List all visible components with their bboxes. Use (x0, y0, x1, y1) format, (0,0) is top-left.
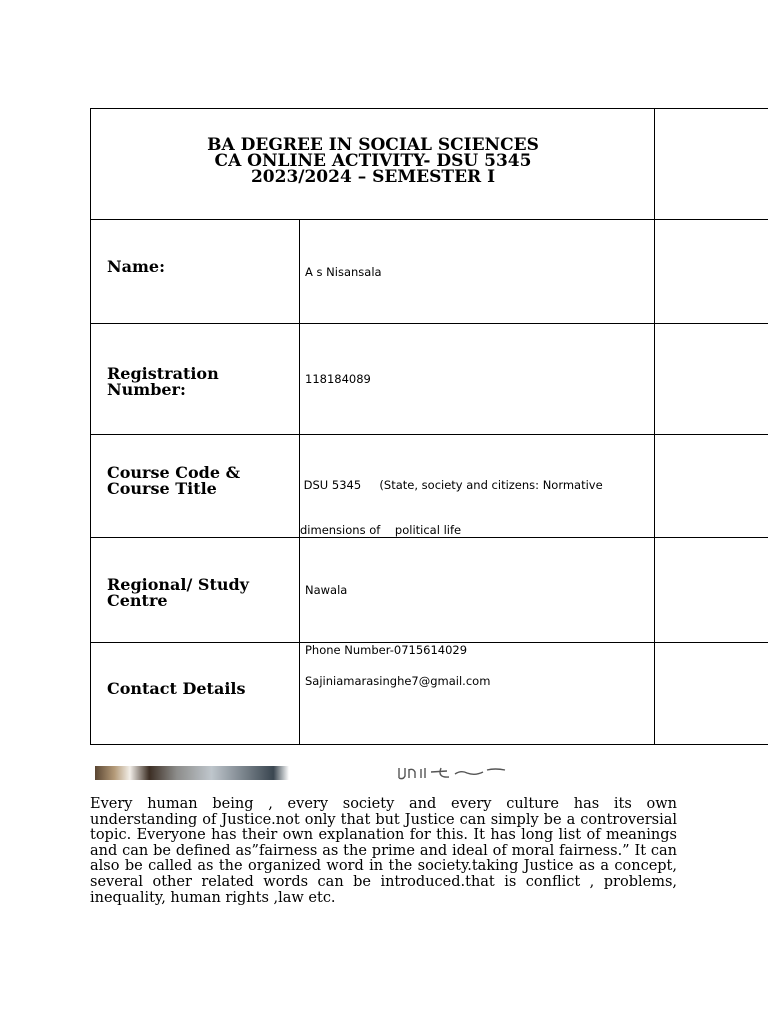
course-code-line: DSU 5345 (State, society and citizens: Normative (300, 478, 603, 492)
registration-number-label: Registration Number: (107, 364, 219, 399)
row-divider (91, 434, 768, 435)
photo-fragment (95, 766, 289, 780)
name-label: Name: (107, 257, 166, 276)
course-code-title-label: Course Code & Course Title (107, 463, 241, 498)
embedded-image-fragment (95, 766, 515, 780)
handwriting-fragment (395, 766, 515, 780)
title-activity: CA ONLINE ACTIVITY- DSU 5345 (214, 151, 532, 171)
course-title-line: dimensions of political life (300, 523, 462, 537)
row-divider (91, 219, 768, 220)
study-centre-label: Regional/ Study Centre (107, 575, 249, 610)
title-semester: 2023/2024 – SEMESTER I (250, 167, 496, 187)
phone-number: Phone Number-0715614029 (305, 643, 468, 657)
contact-details-value (305, 643, 645, 689)
study-centre-value: Nawala (305, 583, 348, 597)
row-divider (91, 323, 768, 324)
course-code-title-value (300, 448, 640, 568)
cover-info-table (90, 108, 768, 745)
essay-paragraph: Every human being , every society and every culture has its own understanding of Justice.not only that but Justice can simply be a controversial topic. Everyone has their own explanation for this. It has long list of meanings and can be defined as”fairness as the prime and ideal of moral fairness.” It can also be called as the organized word in the society.taking Justice as a concept, several other related words can be introduced.that is conflict , problems, inequality, human rights ,law etc. (90, 796, 677, 906)
column-divider-2 (654, 109, 655, 744)
name-value: A s Nisansala (305, 265, 382, 279)
document-title (91, 137, 655, 185)
contact-details-label: Contact Details (107, 679, 246, 698)
email-address: Sajiniamarasinghe7@gmail.com (305, 674, 491, 688)
title-degree: BA DEGREE IN SOCIAL SCIENCES (207, 135, 539, 155)
registration-number-value: 118184089 (305, 372, 371, 386)
